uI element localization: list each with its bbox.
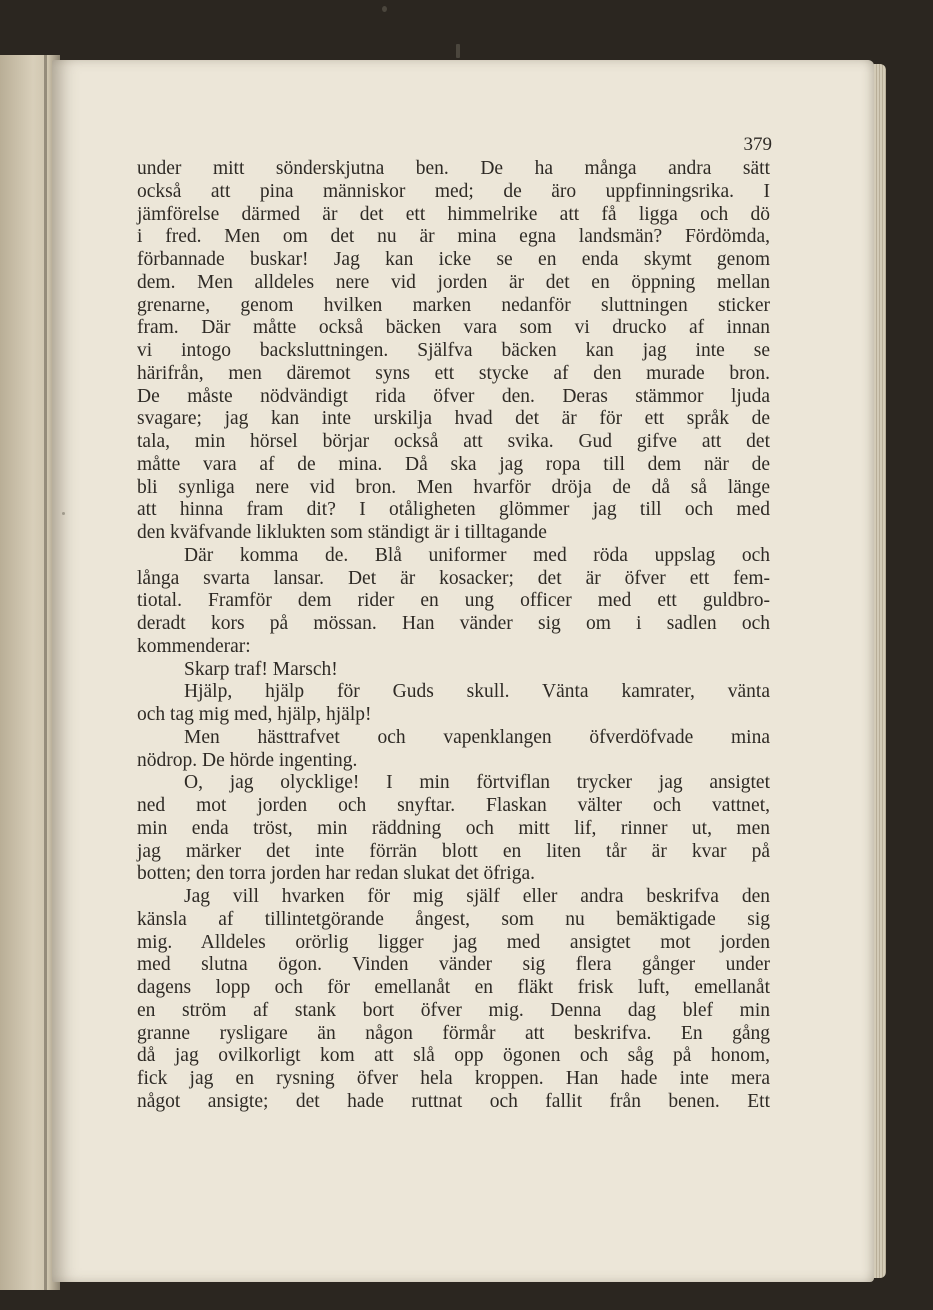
text-line: granne rysligare än någon förmår att beskrifva. En gång (137, 1022, 770, 1044)
text-line: min enda tröst, min räddning och mitt lif, rinner ut, men (137, 817, 770, 839)
text-line: fram. Där måtte också bäcken vara som vi drucko af innan (137, 317, 770, 339)
text-line: med slutna ögon. Vinden vänder sig flera gånger under (137, 954, 770, 976)
text-line: Men hästtrafvet och vapenklangen öfverdöfvade mina (184, 726, 770, 748)
text-line: jämförelse därmed är det ett himmelrike att få ligga och dö (137, 203, 770, 225)
text-line: den kväfvande liklukten som ständigt är i tilltagande (137, 522, 547, 543)
text-line: fick jag en rysning öfver hela kroppen. Han hade inte mera (137, 1068, 770, 1089)
text-line: ned mot jorden och snyftar. Flaskan välter och vattnet, (137, 795, 770, 816)
text-line: tiotal. Framför dem rider en ung officer med ett guldbro- (137, 590, 770, 612)
text-line: Skarp traf! Marsch! (184, 658, 338, 680)
paper-mark (456, 44, 460, 58)
text-line: något ansigte; det hade ruttnat och fallit från benen. Ett (137, 1090, 770, 1112)
text-line: mig. Alldeles orörlig ligger jag med ansigtet mot jorden (137, 931, 770, 953)
page-number: 379 (743, 134, 772, 155)
left-page-edge (0, 55, 60, 1290)
text-line: att hinna fram dit? I otåligheten glömmer jag till och med (137, 499, 770, 521)
text-line: nödrop. De hörde ingenting. (137, 749, 358, 771)
text-line: och tag mig med, hjälp, hjälp! (137, 704, 372, 725)
text-line: långa svarta lansar. Det är kosacker; det är öfver ett fem- (137, 567, 770, 589)
paper-speck (62, 512, 65, 515)
text-line: kommenderar: (137, 635, 251, 657)
page-fold (44, 55, 47, 1290)
text-line: svagare; jag kan inte urskilja hvad det är för ett språk de (137, 408, 770, 430)
text-line: De måste nödvändigt rida öfver den. Deras stämmor ljuda (137, 385, 770, 407)
text-line: också att pina människor med; de äro uppfinningsrika. I (137, 180, 770, 202)
text-line: Där komma de. Blå uniformer med röda uppslag och (184, 544, 770, 566)
text-line: dem. Men alldeles nere vid jorden är det en öppning mellan (137, 271, 770, 293)
text-line: under mitt sönderskjutna ben. De ha många andra sätt (137, 158, 770, 179)
text-line: grenarne, genom hvilken marken nedanför sluttningen sticker (137, 294, 770, 316)
text-line: botten; den torra jorden har redan slukat det öfriga. (137, 863, 535, 885)
text-line: känsla af tillintetgörande ångest, som nu bemäktigade sig (137, 908, 770, 930)
text-line: tala, min hörsel börjar också att svika. Gud gifve att det (137, 431, 770, 452)
text-line: O, jag olycklige! I min förtviflan trycker jag ansigtet (184, 772, 770, 794)
text-line: dagens lopp och för emellanåt en fläkt frisk luft, emellanåt (137, 977, 770, 998)
text-line: Jag vill hvarken för mig själf eller andra beskrifva den (184, 886, 770, 907)
text-line: jag märker det inte förrän blott en liten tår är kvar på (137, 840, 770, 862)
text-line: en ström af stank bort öfver mig. Denna dag blef min (137, 999, 770, 1021)
text-line: vi intogo backsluttningen. Själfva bäcken kan jag inte se (137, 340, 770, 361)
text-line: bli synliga nere vid bron. Men hvarför dröja de då så länge (137, 476, 770, 498)
text-line: då jag ovilkorligt kom att slå opp ögonen och såg på honom, (137, 1045, 770, 1067)
paper-speck (382, 6, 387, 12)
text-line: deradt kors på mössan. Han vänder sig om i sadlen och (137, 613, 770, 634)
body-text (137, 158, 770, 1114)
text-line: förbannade buskar! Jag kan icke se en enda skymt genom (137, 249, 770, 270)
text-line: härifrån, men däremot syns ett stycke af den murade bron. (137, 362, 770, 384)
text-line: måtte vara af de mina. Då ska jag ropa till dem när de (137, 453, 770, 475)
text-line: i fred. Men om det nu är mina egna landsmän? Fördömda, (137, 226, 770, 248)
text-line: Hjälp, hjälp för Guds skull. Vänta kamrater, vänta (184, 681, 770, 703)
